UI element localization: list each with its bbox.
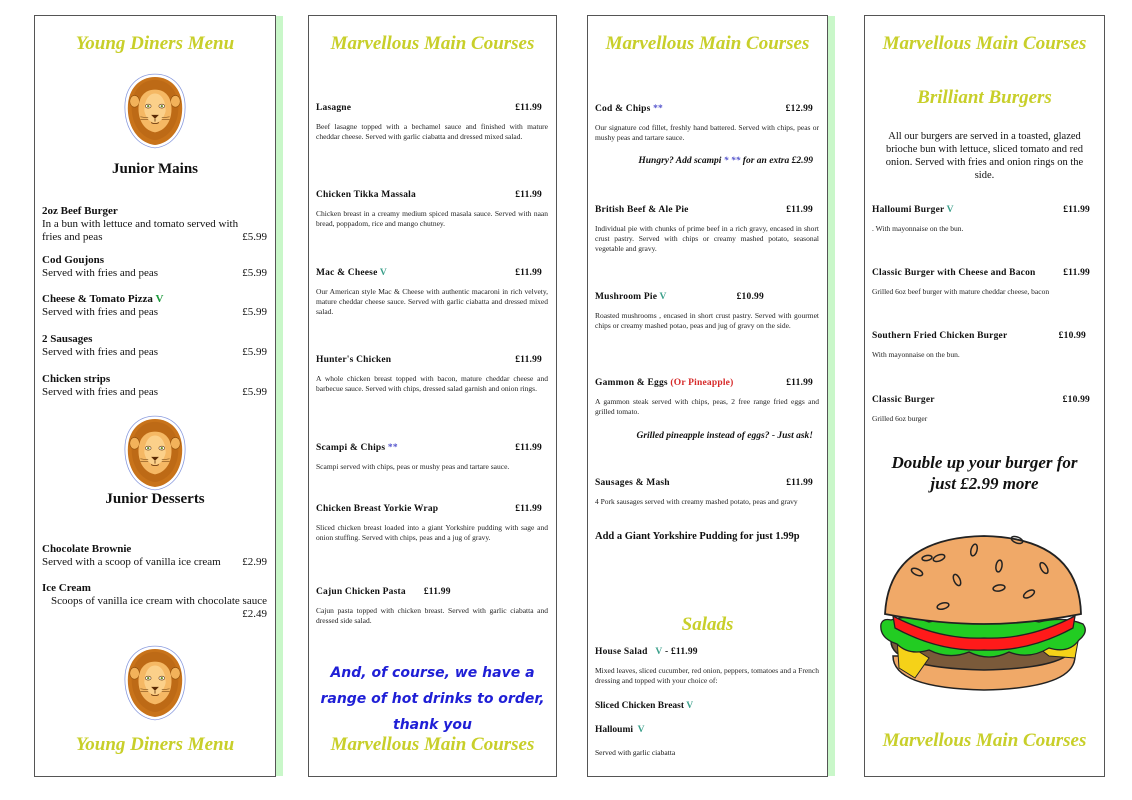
menu-item: British Beef & Ale Pie £11.99 Individual pie with chunks of prime beef in a rich gravy, encased in short crust pastry. Served with chips or creamy mashed potato, seasonal vegetable and gravy.: [595, 205, 819, 253]
lion-face-icon: [121, 644, 189, 722]
lion-face-icon: [121, 72, 189, 150]
price: £11.99: [786, 205, 813, 215]
double-up-note: Double up your burger for just £2.99 more: [891, 453, 1078, 493]
menu-item: 2oz Beef Burger In a bun with lettuce and tomato served with fries and peas £5.99: [42, 205, 267, 243]
price: £5.99: [242, 386, 267, 398]
junior-mains-heading: Junior Mains: [112, 161, 198, 177]
menu-item: Ice Cream Scoops of vanilla ice cream with chocolate sauce £2.49: [42, 582, 267, 620]
price: - £11.99: [665, 647, 698, 657]
menu-item: Halloumi Burger V £11.99 . With mayonnaise on the bun.: [872, 205, 1096, 234]
menu-item: Sausages & Mash £11.99 4 Pork sausages served with creamy mashed potato, peas and gravy: [595, 478, 819, 507]
junior-desserts-heading: Junior Desserts: [105, 491, 205, 507]
panel-title: Marvellous Main Courses: [330, 33, 535, 54]
salad-option: Halloumi V: [595, 725, 645, 735]
vegetarian-badge: V: [659, 292, 667, 302]
young-diners-panel: [34, 15, 276, 777]
menu-item: Cajun Chicken Pasta £11.99 Cajun pasta topped with chicken breast. Served with garlic ciabatta and dressed side salad.: [316, 587, 548, 625]
burgers-intro: All our burgers are served in a toasted, glazed brioche bun with lettuce, sliced tomato and red onion. Served with fries and onion rings on the side.: [885, 131, 1084, 181]
price: £11.99: [515, 355, 542, 365]
price: £2.99: [242, 556, 267, 568]
price: £11.99: [786, 378, 813, 388]
menu-item: Southern Fried Chicken Burger £10.99 With mayonnaise on the bun.: [872, 331, 1096, 360]
price: £10.99: [1058, 331, 1086, 341]
price: £11.99: [423, 587, 451, 597]
menu-item: Classic Burger £10.99 Grilled 6oz burger: [872, 395, 1096, 424]
burgers-panel: [864, 15, 1105, 777]
menu-item: Hunter's Chicken £11.99 A whole chicken breast topped with bacon, mature cheddar cheese and barbecue sauce. Served with chips, dressed salad garnish and onion rings.: [316, 355, 548, 393]
hot-drinks-note: And, of course, we have a range of hot drinks to order, thank you: [320, 665, 545, 733]
price: £5.99: [242, 306, 267, 318]
panel-footer-title: Marvellous Main Courses: [882, 730, 1087, 751]
menu-item: Scampi & Chips ** £11.99 Scampi served with chips, peas or mushy peas and tartare sauce.: [316, 443, 548, 472]
price: £5.99: [242, 231, 267, 243]
price: £11.99: [515, 443, 542, 453]
burgers-heading: Brilliant Burgers: [917, 87, 1052, 108]
menu-item: Gammon & Eggs (Or Pineapple) £11.99 A gammon steak served with chips, peas, 2 free range fried eggs and grilled tomato.: [595, 378, 819, 416]
vegetarian-badge: V: [155, 293, 164, 305]
menu-item: 2 Sausages Served with fries and peas £5.99: [42, 333, 267, 358]
price: £5.99: [242, 267, 267, 279]
menu-item: Chicken Tikka Massala £11.99 Chicken breast in a creamy medium spiced masala sauce. Served with naan bread, poppadom, rice and mango chutney.: [316, 190, 548, 228]
vegetarian-badge: V: [637, 725, 645, 735]
price: £11.99: [515, 190, 542, 200]
menu-item: Classic Burger with Cheese and Bacon £11.99 Grilled 6oz beef burger with mature cheddar cheese, bacon: [872, 268, 1096, 297]
menu-item: House Salad V - £11.99 Mixed leaves, sliced cucumber, red onion, peppers, tomatoes and a French dressing and topped with your choice of:: [595, 647, 819, 685]
price: £11.99: [1063, 268, 1090, 278]
salad-footer: Served with garlic ciabatta: [595, 748, 676, 757]
price: £5.99: [242, 346, 267, 358]
vegetarian-badge: V: [946, 205, 954, 215]
allergen-stars: **: [387, 443, 398, 453]
price: £11.99: [515, 268, 542, 278]
main-courses-panel-1: [308, 15, 557, 777]
burger-illustration-icon: [879, 528, 1089, 698]
price: £10.99: [736, 292, 764, 302]
main-courses-panel-2: [587, 15, 828, 777]
menu-item: Chocolate Brownie Served with a scoop of vanilla ice cream £2.99: [42, 543, 267, 568]
yorkshire-pudding-note: Add a Giant Yorkshire Pudding for just 1.99p: [595, 531, 800, 542]
price: £11.99: [1063, 205, 1090, 215]
menu-item: Chicken Breast Yorkie Wrap £11.99 Sliced chicken breast loaded into a giant Yorkshire pudding with sage and onion stuffing. Served with chips, peas and a jug of gravy.: [316, 504, 548, 542]
panel-title: Marvellous Main Courses: [605, 33, 810, 54]
menu-item: Cod Goujons Served with fries and peas £5.99: [42, 254, 267, 279]
pineapple-note: Grilled pineapple instead of eggs? - Just ask!: [636, 431, 813, 441]
menu-item: Mushroom Pie V £10.99 Roasted mushrooms , encased in short crust pastry. Served with gourmet chips or creamy mashed potao, peas and jug of gravy on the side.: [595, 292, 819, 330]
menu-item: Lasagne £11.99 Beef lasagne topped with a bechamel sauce and finished with mature cheddar cheese. Served with garlic ciabatta and dressed mixed salad.: [316, 103, 548, 141]
price: £2.49: [242, 608, 267, 620]
scampi-addon-note: Hungry? Add scampi * ** for an extra £2.99: [638, 156, 813, 166]
panel-footer-title: Young Diners Menu: [75, 734, 235, 755]
panel-title: Marvellous Main Courses: [882, 33, 1087, 54]
vegetarian-badge: V: [686, 701, 694, 711]
vegetarian-badge: V: [655, 647, 663, 657]
pineapple-option: (Or Pineapple): [670, 378, 734, 388]
menu-item: Chicken strips Served with fries and peas £5.99: [42, 373, 267, 398]
allergen-stars: **: [653, 104, 664, 114]
salads-heading: Salads: [681, 614, 734, 635]
salad-option: Sliced Chicken Breast V: [595, 701, 694, 711]
price: £12.99: [785, 104, 813, 114]
menu-item: Mac & Cheese V £11.99 Our American style Mac & Cheese with authentic macaroni in rich velvety, mature cheddar cheese sauce. Served with garlic ciabatta and dressed mixed salad.: [316, 268, 548, 316]
price: £11.99: [786, 478, 813, 488]
menu-item: Cheese & Tomato Pizza V Served with fries and peas £5.99: [42, 293, 267, 318]
price: £10.99: [1062, 395, 1090, 405]
lion-face-icon: [121, 414, 189, 492]
menu-item: Cod & Chips ** £12.99 Our signature cod fillet, freshly hand battered. Served with chips, peas or mushy peas and tartare sauce.: [595, 104, 819, 142]
panel-title: Young Diners Menu: [75, 33, 235, 54]
price: £11.99: [515, 504, 542, 514]
price: £11.99: [515, 103, 542, 113]
vegetarian-badge: V: [379, 268, 387, 278]
panel-footer-title: Marvellous Main Courses: [330, 734, 535, 755]
